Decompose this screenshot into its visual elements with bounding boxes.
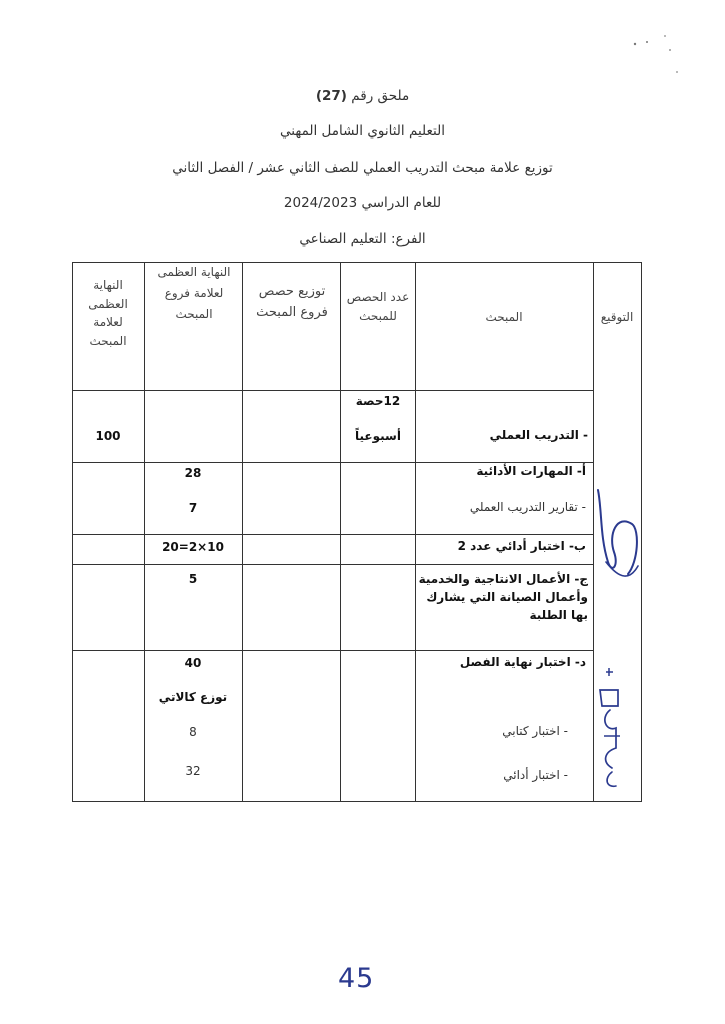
row3-subject: ب- اختبار أدائي عدد 2: [457, 539, 586, 553]
document-title: التعليم الثانوي الشامل المهني: [280, 123, 445, 139]
header-distribution: توزيع حصص فروع المبحث: [256, 284, 328, 320]
document-subtitle: توزيع علامة مبحث التدريب العملي للصف الثاني عشر / الفصل الثاني: [172, 160, 553, 176]
header-periods: عدد الحصص للمبحث: [346, 290, 410, 324]
grid-line: [144, 263, 145, 801]
annex-heading: [0, 88, 725, 104]
row5-practical-mark: 32: [185, 764, 201, 778]
row2-subitem: - تقارير التدريب العملي: [469, 500, 586, 514]
row2-branch-max-sub: 7: [188, 501, 198, 515]
grid-line: [73, 564, 593, 565]
row1-periods-unit: أسبوعياً: [355, 429, 401, 443]
row4-subject: ج- الأعمال الانتاجية والخدمية وأعمال الصيانة التي يشارك بها الطلبة: [418, 572, 588, 622]
grid-line: [340, 263, 341, 801]
header-branch-max: النهاية العظمى لعلامة فروع المبحث: [157, 265, 231, 321]
row2-branch-max: 28: [184, 466, 202, 480]
grid-line: [415, 263, 416, 801]
grid-line: [73, 534, 593, 535]
row5-item-written: - اختبار كتابي: [502, 724, 568, 738]
header-subject: المبحث: [485, 310, 523, 324]
annex-label: ملحق رقم: [351, 88, 410, 104]
row4-branch-max: 5: [188, 572, 198, 586]
header-subject-max: النهاية العظمى لعلامة المبحث: [88, 278, 128, 348]
grid-line: [73, 650, 593, 651]
row3-branch-max: 20=2×10: [162, 540, 224, 554]
row5-branch-max: 40: [184, 656, 202, 670]
grid-line: [242, 263, 243, 801]
row1-subject-max: 100: [95, 429, 121, 443]
handwritten-signature: [520, 262, 645, 802]
academic-year: للعام الدراسي 2024/2023: [283, 195, 442, 211]
scan-specks: [625, 32, 685, 82]
row5-distribution-note: توزع كالاتي: [158, 690, 228, 704]
row1-subject: - التدريب العملي: [489, 428, 588, 442]
row5-subject: د- اختبار نهاية الفصل: [459, 655, 586, 669]
row1-periods: 12حصة: [355, 394, 401, 408]
header-signature: التوقيع: [600, 310, 634, 324]
annex-number: (27): [315, 88, 347, 104]
row5-item-practical: - اختبار أدائي: [503, 768, 568, 782]
row5-written-mark: 8: [189, 725, 197, 739]
page-number: 45: [338, 963, 375, 994]
grid-line: [73, 390, 593, 391]
row2-subject: أ- المهارات الأدائية: [476, 464, 586, 478]
branch-label: الفرع: التعليم الصناعي: [299, 231, 426, 247]
